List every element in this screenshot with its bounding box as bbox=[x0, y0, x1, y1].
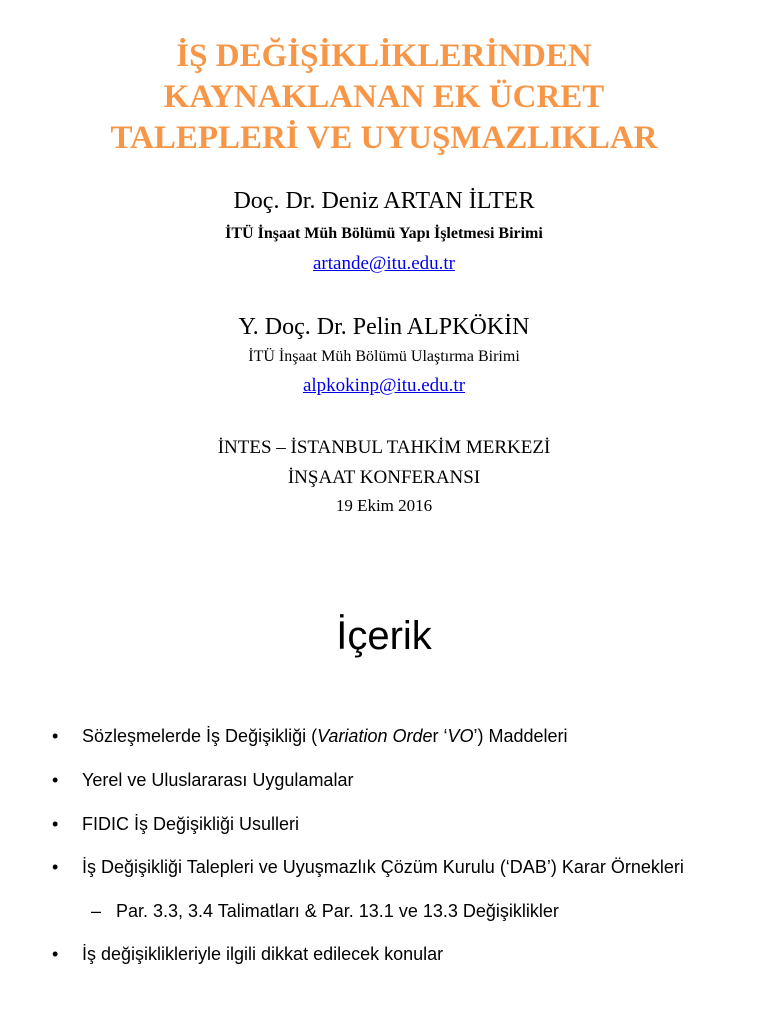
title-line-2: KAYNAKLANAN EK ÜCRET bbox=[163, 79, 605, 115]
toc-item-1-italic-2: VO bbox=[447, 726, 474, 746]
title-line-1: İŞ DEĞİŞİKLİKLERİNDEN bbox=[176, 38, 592, 74]
author1-unit: İTÜ İnşaat Müh Bölümü Yapı İşletmesi Birimi bbox=[225, 225, 543, 242]
bullet-icon: • bbox=[52, 770, 59, 790]
author2-email-link[interactable]: alpkokinp@itu.edu.tr bbox=[302, 375, 466, 396]
toc-item-text: İş Değişikliği Talepleri ve Uyuşmazlık Çözüm Kurulu (‘DAB’) Karar Örnekleri bbox=[82, 857, 684, 877]
toc-item-1-italic-1: Variation Orde bbox=[317, 726, 433, 746]
document-title bbox=[0, 36, 768, 159]
conference-line-1: İNTES – İSTANBUL TAHKİM MERKEZİ bbox=[217, 437, 551, 458]
toc-item-text: İş değişiklikleriyle ilgili dikkat edilecek konular bbox=[82, 944, 444, 964]
bullet-icon: • bbox=[52, 857, 59, 877]
toc-heading: İçerik bbox=[336, 614, 432, 658]
bullet-icon: • bbox=[52, 944, 59, 964]
toc-item-text bbox=[82, 726, 568, 747]
author1-email-link[interactable]: artande@itu.edu.tr bbox=[313, 253, 455, 274]
bullet-icon: • bbox=[52, 814, 59, 834]
toc-item-text: FIDIC İş Değişikliği Usulleri bbox=[82, 814, 300, 834]
toc-subitem-text: Par. 3.3, 3.4 Talimatları & Par. 13.1 ve 13.3 Değişiklikler bbox=[116, 901, 559, 921]
toc-item-text: Yerel ve Uluslararası Uygulamalar bbox=[82, 770, 354, 790]
toc-item-1-suffix: ’) Maddeleri bbox=[473, 726, 568, 746]
title-line-3: TALEPLERİ VE UYUŞMAZLIKLAR bbox=[110, 120, 658, 156]
toc-item-1-mid: r ‘ bbox=[432, 726, 448, 746]
author2-unit: İTÜ İnşaat Müh Bölümü Ulaştırma Birimi bbox=[248, 348, 520, 365]
dash-icon: – bbox=[91, 901, 102, 921]
conference-date: 19 Ekim 2016 bbox=[335, 496, 433, 515]
author1-name: Doç. Dr. Deniz ARTAN İLTER bbox=[233, 188, 535, 214]
bullet-icon: • bbox=[52, 726, 59, 746]
toc-item-1-prefix: Sözleşmelerde İş Değişikliği ( bbox=[82, 726, 318, 746]
author2-name: Y. Doç. Dr. Pelin ALPKÖKİN bbox=[238, 314, 530, 340]
conference-line-2: İNŞAAT KONFERANSI bbox=[287, 467, 481, 488]
